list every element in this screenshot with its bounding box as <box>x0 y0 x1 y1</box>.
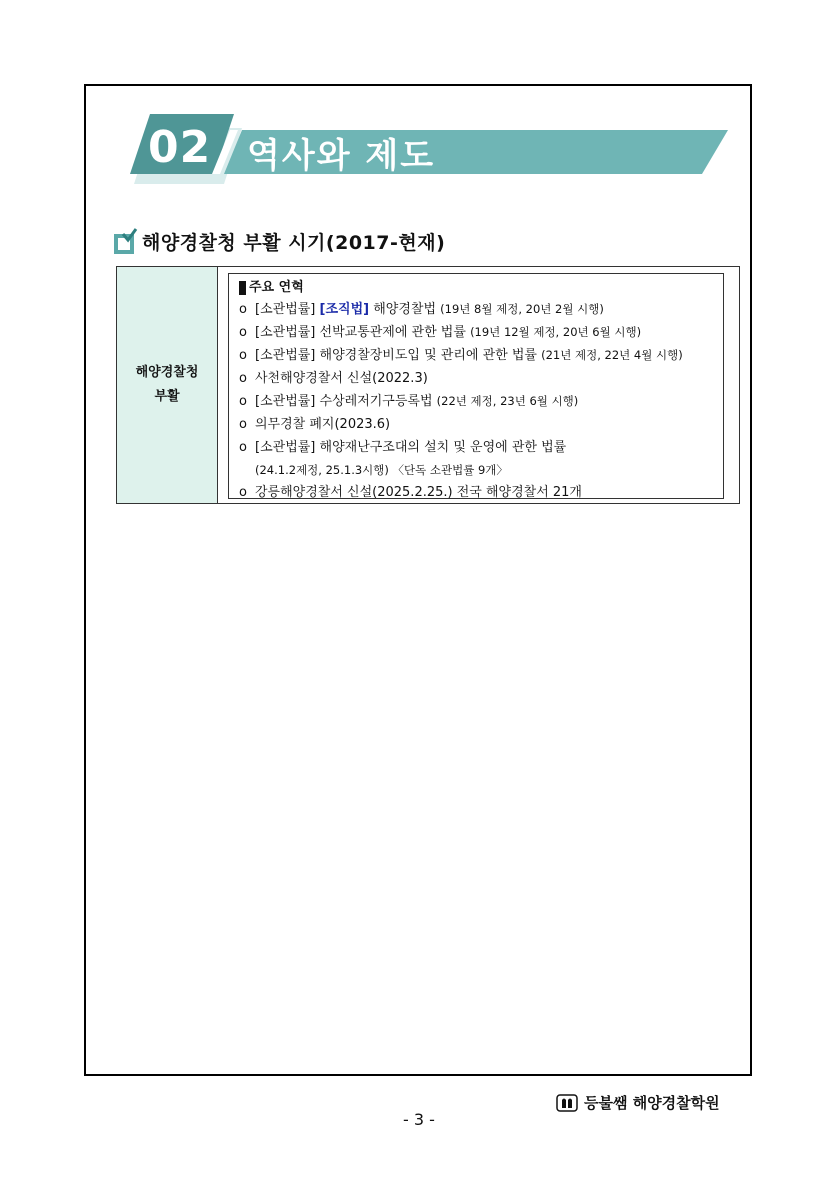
list-item-continuation: (24.1.2제정, 25.1.3시행) 〈단독 소관법률 9개〉 <box>255 463 508 477</box>
item-text: 강릉해양경찰서 신설(2025.2.25.) 전국 해양경찰서 21개 <box>255 485 582 500</box>
list-item <box>239 321 715 344</box>
item-text: 해양재난구조대의 설치 및 운영에 관한 법률 <box>319 440 567 455</box>
chapter-number: 02 <box>148 122 212 173</box>
list-item <box>239 413 715 436</box>
bullet: o <box>239 371 247 386</box>
item-prefix: [소관법률] <box>255 394 320 409</box>
list-item <box>239 367 715 390</box>
row-label-line2: 부활 <box>154 389 180 404</box>
bullet: o <box>239 348 247 363</box>
item-note: (22년 제정, 23년 6월 시행) <box>436 394 579 408</box>
history-heading <box>239 277 715 298</box>
item-note: (21년 제정, 22년 4월 시행) <box>541 348 683 362</box>
list-item <box>239 344 715 367</box>
checkbox-icon <box>114 228 138 254</box>
content-cell <box>218 267 739 503</box>
chapter-title: 역사와 제도 <box>247 136 436 176</box>
item-text: 의무경찰 폐지(2023.6) <box>255 417 391 432</box>
item-text: 사천해양경찰서 신설(2022.3) <box>255 371 428 386</box>
item-keyword: [조직법] <box>319 302 370 317</box>
bullet: o <box>239 325 247 340</box>
list-item <box>239 436 715 459</box>
item-text: 해양경찰장비도입 및 관리에 관한 법률 <box>319 348 542 363</box>
brand-name: 등불쌤 해양경찰학원 <box>584 1094 720 1112</box>
section-title: 해양경찰청 부활 시기(2017-현재) <box>142 231 446 254</box>
history-table <box>116 266 740 504</box>
section-heading <box>114 226 445 256</box>
item-prefix: [소관법률] <box>255 325 320 340</box>
list-item <box>239 298 715 321</box>
item-text: 선박교통관제에 관한 법률 <box>319 325 471 340</box>
list-item <box>239 481 715 504</box>
page-number: - 3 - <box>403 1110 435 1129</box>
item-note: (19년 8월 제정, 20년 2월 시행) <box>440 302 604 316</box>
item-prefix: [소관법률] <box>255 440 320 455</box>
row-label-line1: 해양경찰청 <box>135 365 199 380</box>
heading-bar-icon <box>239 281 246 295</box>
bullet: o <box>239 417 247 432</box>
item-text: 해양경찰법 <box>369 302 441 317</box>
item-text: 수상레저기구등록법 <box>319 394 437 409</box>
row-label-cell <box>117 267 218 503</box>
bullet: o <box>239 302 247 317</box>
list-item <box>239 390 715 413</box>
bullet: o <box>239 485 247 500</box>
bullet: o <box>239 394 247 409</box>
item-note: (19년 12월 제정, 20년 6월 시행) <box>470 325 642 339</box>
item-prefix: [소관법률] <box>255 348 320 363</box>
history-box <box>228 273 724 499</box>
bullet: o <box>239 440 247 455</box>
chapter-banner <box>112 110 732 186</box>
item-prefix: [소관법률] <box>255 302 320 317</box>
history-title: 주요 연혁 <box>249 280 304 295</box>
